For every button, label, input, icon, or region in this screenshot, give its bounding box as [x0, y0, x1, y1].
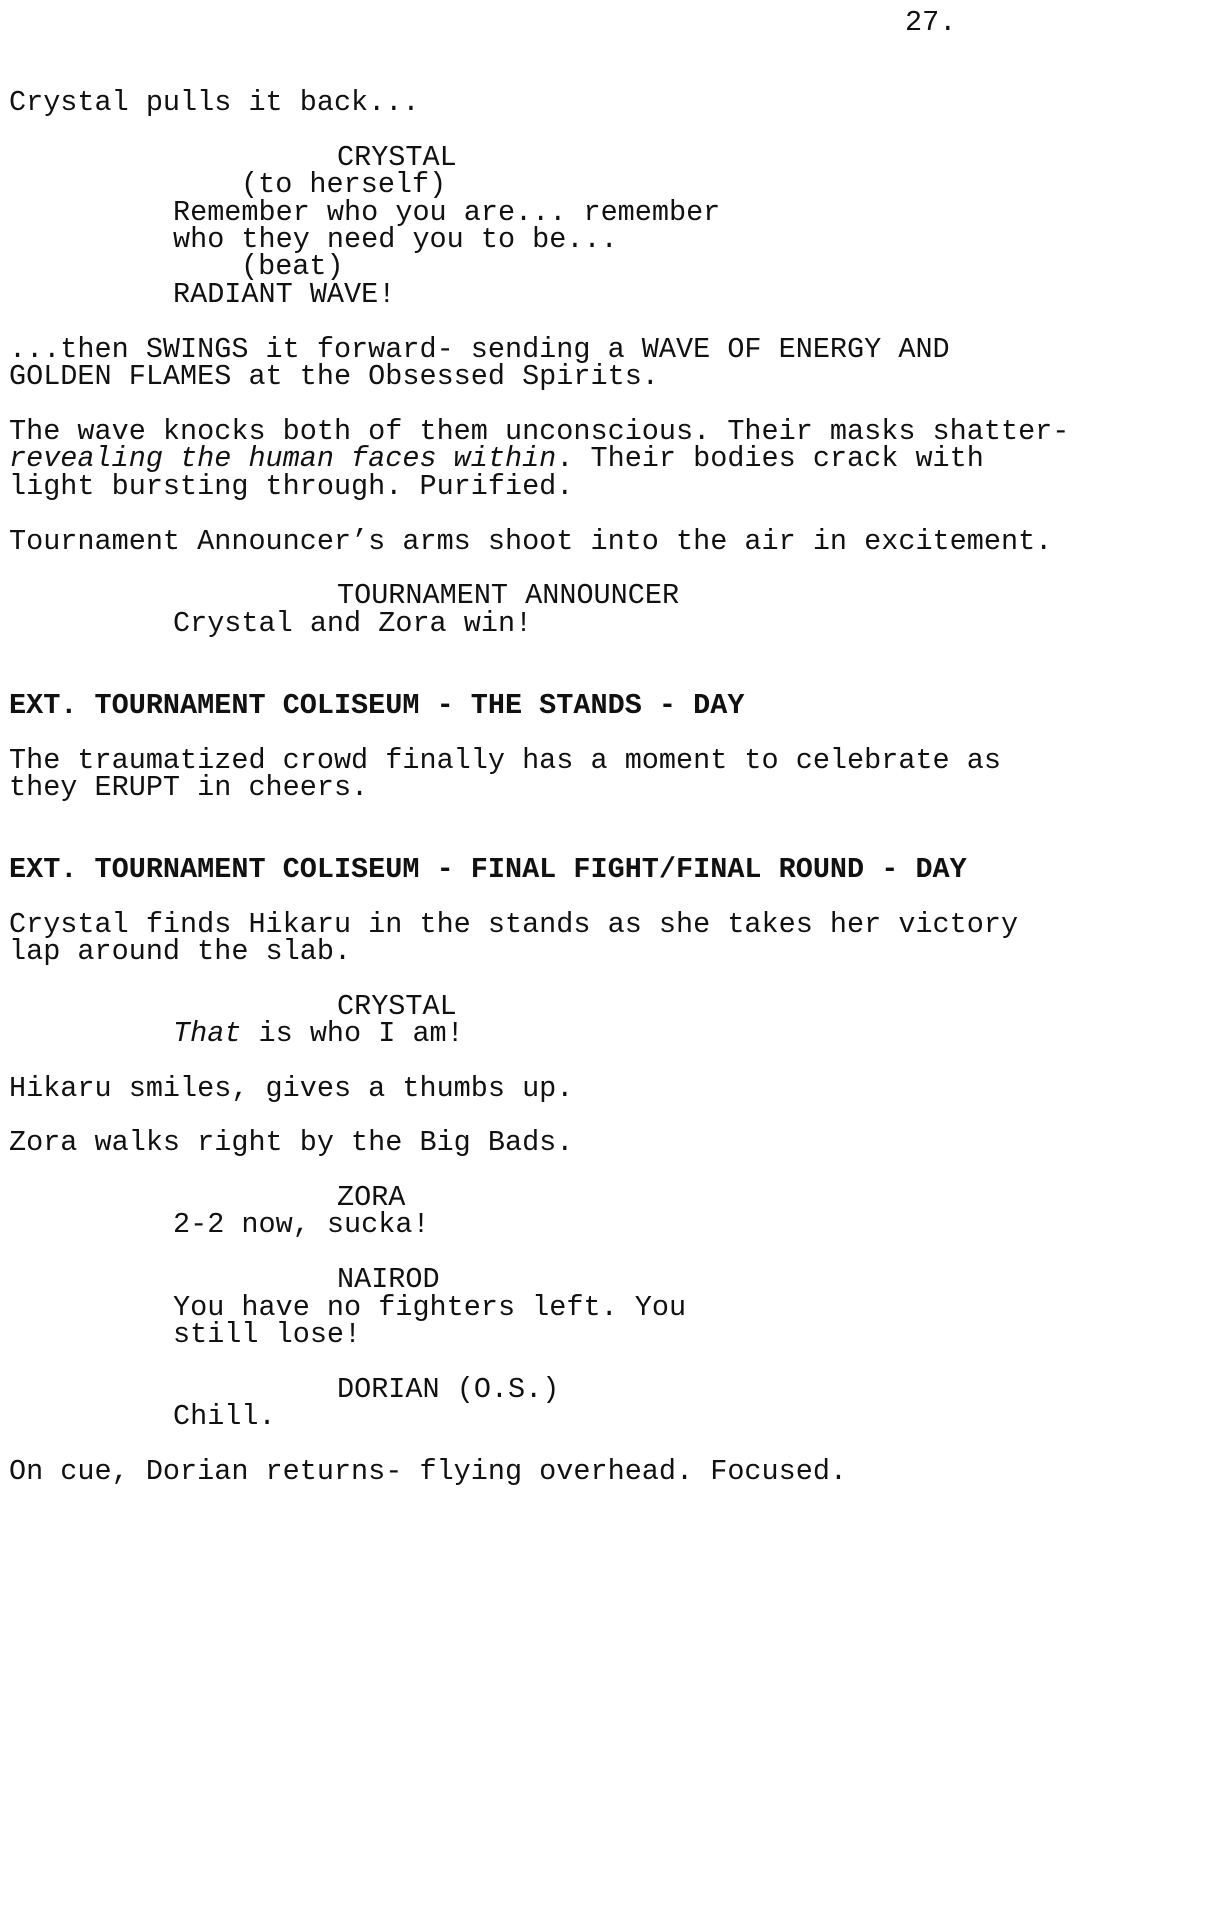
character-cue: DORIAN (O.S.)	[337, 1373, 560, 1406]
dialogue-line: Chill.	[173, 1400, 276, 1433]
character-cue: CRYSTAL	[337, 990, 457, 1023]
dialogue-line: 2-2 now, sucka!	[173, 1208, 430, 1241]
parenthetical: (beat)	[241, 250, 344, 283]
italic-text: revealing the human faces within	[9, 442, 557, 475]
dialogue-line	[173, 1017, 464, 1050]
action-line: The wave knocks both of them unconscious. Their masks shatter-	[9, 415, 1070, 448]
dialogue-line: RADIANT WAVE!	[173, 278, 396, 311]
action-line: Crystal finds Hikaru in the stands as she takes her victory	[9, 908, 1019, 941]
character-cue: ZORA	[337, 1181, 406, 1214]
parenthetical: (to herself)	[241, 168, 447, 201]
action-line: Crystal pulls it back...	[9, 86, 420, 119]
action-line: On cue, Dorian returns- flying overhead. Focused.	[9, 1455, 848, 1488]
action-text: . Their bodies crack with	[556, 442, 984, 475]
italic-text: That	[173, 1017, 242, 1050]
dialogue-line: who they need you to be...	[173, 223, 618, 256]
character-cue: TOURNAMENT ANNOUNCER	[337, 579, 680, 612]
action-line: lap around the slab.	[9, 935, 352, 968]
action-line: Zora walks right by the Big Bads.	[9, 1126, 574, 1159]
action-line: Tournament Announcer’s arms shoot into the air in excitement.	[9, 525, 1053, 558]
character-cue: NAIROD	[337, 1263, 440, 1296]
scene-heading: EXT. TOURNAMENT COLISEUM - THE STANDS - DAY	[9, 689, 745, 722]
action-line: they ERUPT in cheers.	[9, 771, 369, 804]
character-cue: CRYSTAL	[337, 141, 457, 174]
dialogue-text: is who I am!	[241, 1017, 464, 1050]
action-line: light bursting through. Purified.	[9, 470, 574, 503]
page-number: 27.	[905, 6, 957, 39]
action-line: Hikaru smiles, gives a thumbs up.	[9, 1072, 574, 1105]
dialogue-line: You have no fighters left. You	[173, 1291, 687, 1324]
action-line: ...then SWINGS it forward- sending a WAVE OF ENERGY AND	[9, 333, 950, 366]
scene-heading: EXT. TOURNAMENT COLISEUM - FINAL FIGHT/FINAL ROUND - DAY	[9, 853, 967, 886]
dialogue-line: still lose!	[173, 1318, 362, 1351]
dialogue-line: Crystal and Zora win!	[173, 607, 533, 640]
action-line: The traumatized crowd finally has a moment to celebrate as	[9, 744, 1001, 777]
action-line: GOLDEN FLAMES at the Obsessed Spirits.	[9, 360, 659, 393]
dialogue-line: Remember who you are... remember	[173, 196, 721, 229]
